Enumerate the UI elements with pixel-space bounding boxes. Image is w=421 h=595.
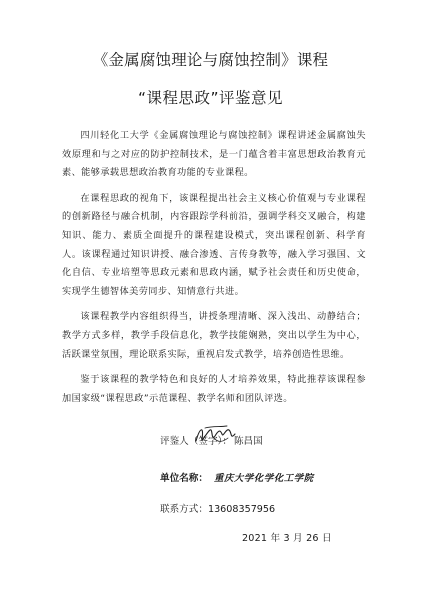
document-date: 2021 年 3 月 26 日 <box>242 533 332 544</box>
contact-line <box>160 501 275 515</box>
paragraph-intro: 四川轻化工大学《金属腐蚀理论与腐蚀控制》课程讲述金属腐蚀失效原理和与之对应的防护控制技术，是一门蕴含着丰富思想政治教育元素、能够承载思想政治教育功能的专业课程。 <box>62 130 366 179</box>
contact-label: 联系方式： <box>160 504 208 515</box>
signer-name: 陈昌国 <box>233 436 263 447</box>
unit-line <box>160 470 314 484</box>
unit-label: 单位名称： <box>160 473 208 484</box>
unit-name: 重庆大学化学化工学院 <box>213 473 314 484</box>
paragraph-recommendation: 鉴于该课程的教学特色和良好的人才培养效果，特此推荐该课程参加国家级“课程思政”示范课程、教学名师和团队评选。 <box>62 374 366 404</box>
signer-label: 评鉴人（签字）： <box>160 436 232 447</box>
document-body <box>62 127 366 415</box>
document-subtitle: “课程思政”评鉴意见 <box>137 89 284 107</box>
paragraph-ideology: 在课程思政的视角下，该课程提出社会主义核心价值观与专业课程的创新路径与融合机制，内容跟踪学科前沿，强调学科交叉融合，构建知识、能力、素质全面提升的课程建设模式，突出课程创新、科学育人。该课程通过知识讲授、融合渗透、言传身教等，融入学习强国、文化自信、专业培塑等思政元素和思政内涵，赋予社会责任和历史使命，实现学生德智体美劳同步、知情意行共进。 <box>62 192 366 297</box>
contact-value: 13608357956 <box>207 504 276 515</box>
paragraph-teaching: 该课程教学内容组织得当，讲授条理清晰、深入浅出、动静结合；教学方式多样，教学手段信息化，教学技能娴熟，突出以学生为中心，活跃课堂氛围，理论联系实际，重视启发式教学，培养创造性思维。 <box>62 311 366 360</box>
handwritten-signature <box>192 424 238 448</box>
document-title: 《金属腐蚀理论与腐蚀控制》课程 <box>92 51 329 69</box>
